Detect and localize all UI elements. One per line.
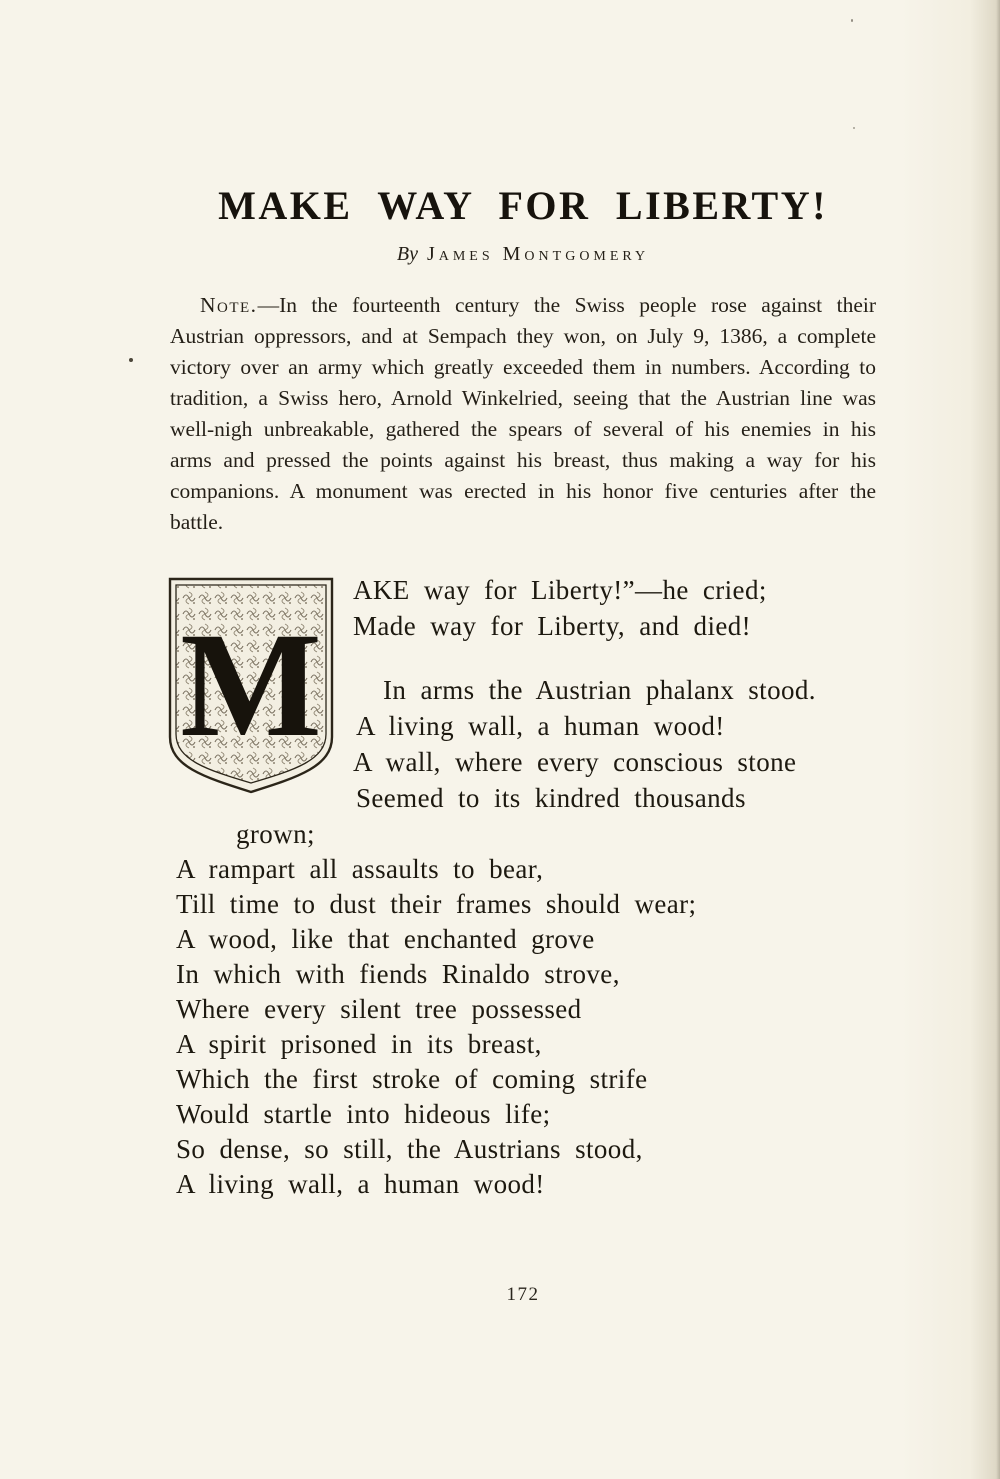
poem-line: A spirit prisoned in its breast, <box>176 1029 542 1059</box>
page-title: MAKE WAY FOR LIBERTY! <box>218 183 828 228</box>
poem-line: Till time to dust their frames should wear; <box>176 889 697 919</box>
poem-line: A living wall, a human wood! <box>176 1169 545 1199</box>
poem-line: So dense, so still, the Austrians stood, <box>176 1134 643 1164</box>
dropcap-letter: M <box>180 602 322 768</box>
poem-line: A wood, like that enchanted grove <box>176 924 595 954</box>
scan-artifact <box>129 358 133 362</box>
poem-line: Made way for Liberty, and died! <box>353 611 752 641</box>
poem-line: Which the first stroke of coming strife <box>176 1064 648 1094</box>
poem-line: A wall, where every conscious stone <box>353 747 797 777</box>
poem-line: A living wall, a human wood! <box>356 711 725 741</box>
poem-line: AKE way for Liberty!”—he cried; <box>353 575 767 605</box>
note-text: —In the fourteenth century the Swiss people rose against their Austrian oppressors, and at Sempach they won, on July 9, 1386, a complete victory over an army which greatly exceeded them in numbers. According to tradition, a Swiss hero, Arnold Winkelried, seeing that the Austrian line was well-nigh unbreakable, gathered the spears of several of his enemies in his arms and pressed the points against his breast, thus making a way for his companions. A monument was erected in his honor five centuries after the battle. <box>170 293 876 534</box>
note-label: Note. <box>200 293 258 317</box>
poem-line: A rampart all assaults to bear, <box>176 854 544 884</box>
poem-line: In arms the Austrian phalanx stood. <box>383 675 816 705</box>
poem-line: grown; <box>236 819 315 849</box>
dropcap-ornament <box>165 574 337 798</box>
poem-line: Seemed to its kindred thousands <box>356 783 746 813</box>
byline <box>170 243 876 266</box>
poem <box>170 572 876 1202</box>
poem-line: Where every silent tree possessed <box>176 994 582 1024</box>
byline-author: James Montgomery <box>426 243 650 265</box>
page-number: 172 <box>506 1284 540 1305</box>
note-paragraph <box>170 290 876 538</box>
byline-by: By <box>396 243 418 265</box>
poem-line: Would startle into hideous life; <box>176 1099 551 1129</box>
dropcap-ornament-svg <box>165 574 337 798</box>
poem-line: In which with fiends Rinaldo strove, <box>176 959 620 989</box>
text-column <box>170 0 876 1202</box>
